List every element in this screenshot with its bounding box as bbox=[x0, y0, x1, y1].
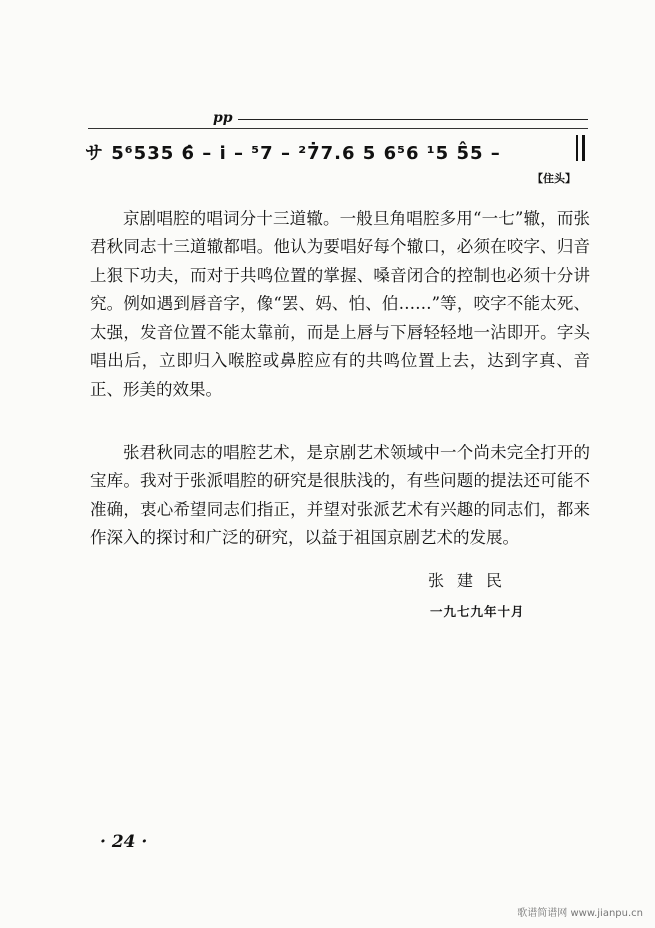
ending-label: 【住头】 bbox=[532, 172, 576, 185]
page-number: · 24 · bbox=[100, 832, 148, 852]
dynamic-marking: pp bbox=[213, 110, 233, 126]
phrase-line bbox=[88, 128, 588, 129]
paragraph-2: 张君秋同志的唱腔艺术，是京剧艺术领域中一个尚未完全打开的宝库。我对于张派唱腔的研究是很肤浅的，有些问题的提法还可能不准确，衷心希望同志们指正，并望对张派艺术有兴趣的同志们，都来作深入的探讨和广泛的研究，以益于祖国京剧艺术的发展。 bbox=[90, 442, 590, 548]
jianpu-notes: サ 5⁶535 6̂ – i̇ – ⁵7 – ²7̇7.6 5 6⁵6 ¹5 5̂5 – bbox=[85, 143, 501, 164]
crescendo-line bbox=[238, 119, 588, 120]
paragraph-1: 京剧唱腔的唱词分十三道辙。一般旦角唱腔多用“一七”辙，而张君秋同志十三道辙都唱。他认为要唱好每个辙口，必须在咬字、归音上狠下功夫，而对于共鸣位置的掌握、嗓音闭合的控制也必须十分讲究。例如遇到唇音字，像“罢、妈、怕、伯……”等，咬字不能太死、太强，发音位置不能太靠前，而是上唇与下唇轻轻地一沾即开。字头唱出后，立即归入喉腔或鼻腔应有的共鸣位置上去，达到字真、音正、形美的效果。 bbox=[90, 208, 590, 400]
signature-date: 一九七九年十月 bbox=[430, 604, 525, 619]
watermark: 歌谱简谱网 www.jianpu.cn bbox=[517, 908, 643, 919]
music-notation bbox=[0, 100, 655, 190]
author-signature: 张建民 bbox=[428, 571, 516, 590]
barline bbox=[576, 135, 578, 161]
final-barline bbox=[582, 135, 585, 161]
